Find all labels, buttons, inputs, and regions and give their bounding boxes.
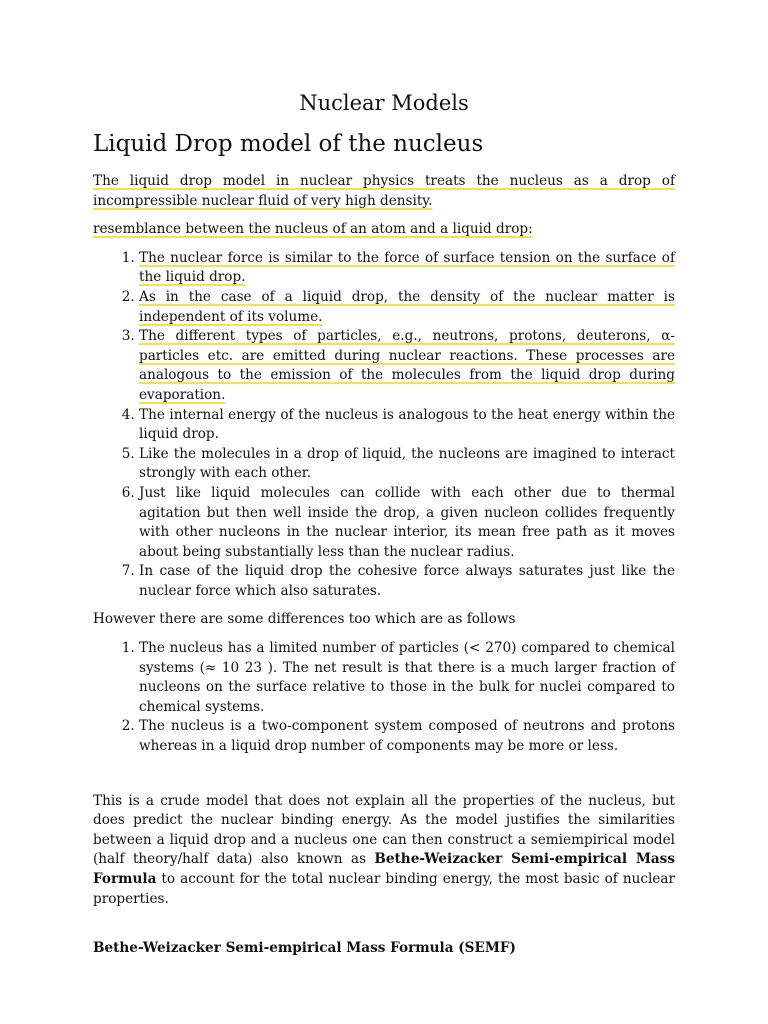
semf-reference: Bethe-Weizacker Semi-empirical Mass Formula [93, 851, 675, 887]
list-item: 1. The nucleus has a limited number of particles (< 270) compared to chemical systems (≈ 10 23 ). The net result is that there is a much larger fraction of nucleons on the surface relative to those in the bulk for nuclei compared to chemical systems. [139, 639, 675, 717]
spacer [93, 766, 675, 792]
semf-heading: Bethe-Weizacker Semi-empirical Mass Formula (SEMF) [93, 940, 516, 957]
list-item: 4. The internal energy of the nucleus is analogous to the heat energy within the liquid drop. [139, 406, 675, 445]
list-item: 7. In case of the liquid drop the cohesive force always saturates just like the nuclear force which also saturates. [139, 562, 675, 601]
resemblance-lead: resemblance between the nucleus of an atom and a liquid drop: [93, 221, 533, 238]
intro-paragraph: The liquid drop model in nuclear physics treats the nucleus as a drop of incompressible nuclear fluid of very high density. [93, 173, 675, 209]
closing-paragraph: This is a crude model that does not explain all the properties of the nucleus, but does predict the nuclear binding energy. As the model justifies the similarities between a liquid drop and a nucleus one can then construct a semiempirical model (half theory/half data) also known as Bethe-Weizacker Semi-empirical Mass Formula to account for the total nuclear binding energy, the most basic of nuclear properties. [93, 792, 675, 907]
differences-list [93, 639, 675, 757]
list-item: 6. Just like liquid molecules can collide with each other due to thermal agitation but then well inside the drop, a given nucleon collides frequently with other nucleons in the nuclear interior, its mean free path as it moves about being substantially less than the nuclear radius. [139, 484, 675, 562]
document-title: Nuclear Models [299, 91, 469, 115]
differences-lead: However there are some differences too which are as follows [93, 611, 516, 628]
resemblance-list [93, 249, 675, 602]
list-item: 2. The nucleus is a two-component system composed of neutrons and protons whereas in a liquid drop number of components may be more or less. [139, 717, 675, 756]
section-heading: Liquid Drop model of the nucleus [93, 131, 484, 157]
list-item: 2. As in the case of a liquid drop, the density of the nuclear matter is independent of its volume. [139, 288, 675, 327]
list-item: 3. The different types of particles, e.g., neutrons, protons, deuterons, α-particles etc. are emitted during nuclear reactions. These processes are analogous to the emission of the molecules from the liquid drop during evaporation. [139, 327, 675, 405]
list-item: 5. Like the molecules in a drop of liquid, the nucleons are imagined to interact strongly with each other. [139, 445, 675, 484]
list-item: 1. The nuclear force is similar to the force of surface tension on the surface of the liquid drop. [139, 249, 675, 288]
document-page [93, 88, 675, 959]
